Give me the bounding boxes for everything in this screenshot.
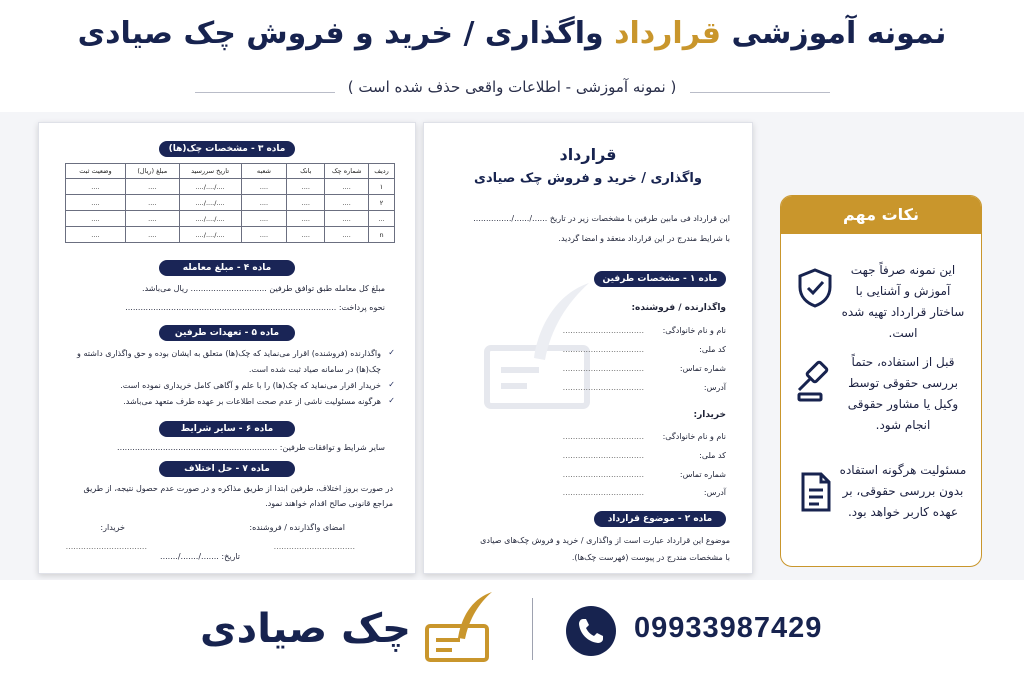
obligation-2: خریدار اقرار می‌نماید که چک(ها) را با علم و آگاهی کامل خریداری نموده است. [120,381,381,390]
section-4-heading: ماده ۴ - مبلغ معامله [159,260,295,276]
gavel-icon [793,360,837,404]
table-header-cell: تاریخ سررسید [179,164,241,179]
header [0,0,1024,112]
buyer-address-label: آدرس: [703,488,726,497]
check-icon: ✓ [388,348,395,357]
seller-phone-dots: ................................ [562,364,644,373]
intro-line-2: با شرایط مندرج در این قرارداد منعقد و امضا گردید. [558,234,730,243]
table-cell: .... [125,211,179,227]
buyer-id-label: کد ملی: [699,451,726,460]
subject-line-2: با مشخصات مندرج در پیوست (فهرست چک‌ها). [571,553,730,562]
seller-phone-label: شماره تماس: [679,364,726,373]
seller-signature-dots: ................................ [273,542,355,551]
section-3-heading: ماده ۳ - مشخصات چک(ها) [159,141,295,157]
dispute-line-1: در صورت بروز اختلاف، طرفین ابتدا از طریق مذاکره و در صورت عدم حصول نتیجه، از طریق [83,484,393,493]
obligation-3: هرگونه مسئولیت ناشی از عدم صحت اطلاعات بر عهده طرف متعهد می‌باشد. [123,397,381,406]
table-cell: .... [241,227,287,243]
brand-logo-icon [422,590,498,666]
table-cell: .... [66,211,126,227]
table-cell: .... [241,211,287,227]
page-subtitle: ( نمونه آموزشی - اطلاعات واقعی حذف شده است ) [347,78,677,96]
seller-id-dots: ................................ [562,345,644,354]
seller-title: واگذارنده / فروشنده: [631,303,726,313]
table-cell: ۱ [369,179,395,195]
buyer-signature-label: خریدار: [100,523,125,532]
table-row [66,211,395,227]
date-line: تاریخ: ......./......./....... [160,552,240,561]
buyer-name-label: نام و نام خانوادگی: [662,432,726,441]
table-cell: .... [287,179,325,195]
seller-address-dots: ................................ [562,383,644,392]
amount-line: مبلغ کل معامله طبق توافق طرفین .............................. ریال می‌باشد. [142,284,385,293]
table-row [66,195,395,211]
important-notes-card [780,195,982,567]
table-body [66,179,395,243]
seller-id-label: کد ملی: [699,345,726,354]
table-cell: .... [325,195,369,211]
table-cell: n [369,227,395,243]
section-1-heading: ماده ۱ - مشخصات طرفین [594,271,726,287]
contract-title: قرارداد [559,145,617,164]
section-7-heading: ماده ۷ - حل اختلاف [159,461,295,477]
subject-line-1: موضوع این قرارداد عبارت است از واگذاری / خرید و فروش چک‌های صیادی [480,536,730,545]
table-cell: .... [241,195,287,211]
contract-page-2 [38,122,416,574]
table-header-cell: بانک [287,164,325,179]
table-header-cell: ردیف [369,164,395,179]
table-cell: ..../..../.... [179,211,241,227]
buyer-name-dots: ................................ [562,432,644,441]
section-2-heading: ماده ۲ - موضوع قرارداد [594,511,726,527]
payment-method-line: نحوه پرداخت: ................................................................................... [125,303,385,312]
buyer-signature-dots: ................................ [65,542,147,551]
note-item [781,460,981,540]
check-icon: ✓ [388,380,395,389]
note-item [781,346,981,432]
table-cell: ۲ [369,195,395,211]
seller-name-label: نام و نام خانوادگی: [662,326,726,335]
table-cell: .... [66,227,126,243]
obligation-1-line2: چک(ها) در سامانه صیاد ثبت شده است. [248,365,381,374]
footer-divider [532,598,533,660]
note-text-1: این نمونه صرفاً جهت آموزش و آشنایی با ساختار قرارداد تهیه شده است. [841,263,965,340]
buyer-id-dots: ................................ [562,451,644,460]
table-header-cell: شعبه [241,164,287,179]
seller-name-dots: ................................ [562,326,644,335]
table-cell: ..../..../.... [179,179,241,195]
check-icon: ✓ [388,396,395,405]
notes-title: نکات مهم [781,196,981,234]
title-highlight: قرارداد [614,16,722,51]
buyer-address-dots: ................................ [562,488,644,497]
cheques-table [65,163,395,243]
table-cell: .... [66,195,126,211]
table-cell: ... [369,211,395,227]
table-cell: .... [325,211,369,227]
note-text-2: قبل از استفاده، حتماً بررسی حقوقی توسط وکیل یا مشاور حقوقی انجام شود. [847,355,959,432]
table-cell: .... [325,227,369,243]
table-cell: ..../..../.... [179,227,241,243]
title-suffix: واگذاری / خرید و فروش چک صیادی [77,16,604,51]
title-prefix: نمونه آموزشی [731,16,947,51]
table-cell: .... [66,179,126,195]
document-icon [793,470,837,514]
table-header-row [66,164,395,179]
phone-icon[interactable] [566,606,616,656]
table-cell: .... [125,195,179,211]
table-cell: .... [325,179,369,195]
contract-page-1 [423,122,753,574]
note-text-3: مسئولیت هرگونه استفاده بدون بررسی حقوقی، بر عهده کاربر خواهد بود. [839,463,967,519]
shield-check-icon [793,266,837,310]
table-cell: .... [287,211,325,227]
intro-line-1: این قرارداد فی مابین طرفین با مشخصات زیر در تاریخ ....../....../............... [473,214,730,223]
table-cell: .... [125,227,179,243]
table-cell: .... [125,179,179,195]
buyer-phone-label: شماره تماس: [679,470,726,479]
seller-signature-label: امضای واگذارنده / فروشنده: [249,523,345,532]
table-cell: .... [287,227,325,243]
dispute-line-2: مراجع قانونی صالح اقدام خواهند نمود. [265,499,393,508]
table-cell: .... [287,195,325,211]
table-row [66,227,395,243]
table-row [66,179,395,195]
section-6-heading: ماده ۶ - سایر شرایط [159,421,295,437]
table-header-cell: مبلغ (ریال) [125,164,179,179]
seller-address-label: آدرس: [703,383,726,392]
buyer-phone-dots: ................................ [562,470,644,479]
table-header-cell: شماره چک [325,164,369,179]
contract-subtitle: واگذاری / خرید و فروش چک صیادی [474,171,702,186]
table-cell: .... [241,179,287,195]
table-cell: ..../..../.... [179,195,241,211]
table-header-cell: وضعیت ثبت [66,164,126,179]
buyer-title: خریدار: [693,410,726,420]
phone-number[interactable]: 09933987429 [634,612,823,644]
section-5-heading: ماده ۵ - تعهدات طرفین [159,325,295,341]
obligation-1-line1: واگذارنده (فروشنده) اقرار می‌نماید که چک(ها) متعلق به ایشان بوده و حق واگذاری داشته و [77,349,381,358]
other-terms-line: سایر شرایط و توافقات طرفین: ............................................................... [117,443,385,452]
brand-name: چک صیادی [200,606,411,652]
footer [0,580,1024,683]
page-title [0,16,1024,51]
note-item [781,254,981,340]
